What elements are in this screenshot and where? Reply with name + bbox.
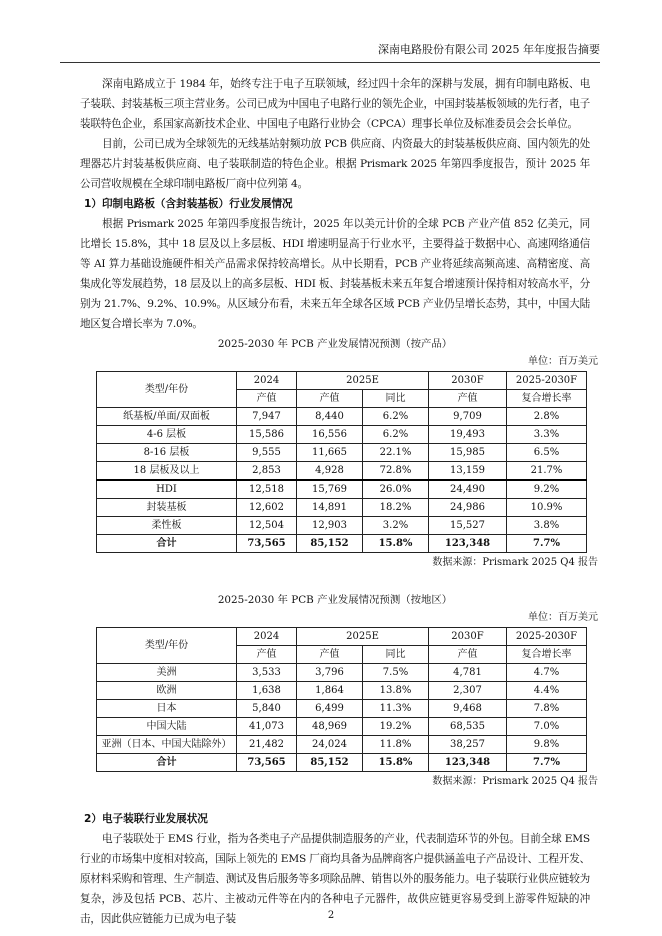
cell: 26.0% <box>363 480 429 499</box>
cell: 7.0% <box>507 718 587 736</box>
row-label: HDI <box>97 480 237 499</box>
cell: 15.8% <box>363 754 429 772</box>
cell: 9,555 <box>237 444 297 462</box>
page-content <box>80 74 598 929</box>
cell: 7.8% <box>507 700 587 718</box>
cell: 24,490 <box>429 480 507 499</box>
row-label: 合计 <box>97 535 237 553</box>
cell: 18.2% <box>363 499 429 517</box>
table1-header-row <box>97 372 587 390</box>
section1-paragraph: 根据 Prismark 2025 年第四季度报告统计，2025 年以美元计价的全球 PCB 产业产值 852 亿美元，同比增长 15.8%，其中 18 层及以上多层板、HDI 增速明显高于行业水平，主要得益于数据中心、高速网络通信等 AI 算力基础设施硬件相关产品需求保持较高增长。从中长期看，PCB 产业将延续高频高速、高精密度、高集成化等发展趋势，18 层及以上的高多层板、HDI 板、封装基板未来五年复合增速预计保持相对较高水平，分别为 21.7%、9.2%、10.9%。从区域分布看，未来五年全球各区域 PCB 产业仍呈增长态势，其中，中国大陆地区复合增长率为 7.0%。 <box>80 218 590 330</box>
cell: 3,796 <box>297 664 363 682</box>
cell: 9,709 <box>429 408 507 426</box>
section1-title: 1）印制电路板（含封装基板）行业发展情况 <box>84 198 293 210</box>
cell: 123,348 <box>429 754 507 772</box>
cell: 4.7% <box>507 664 587 682</box>
cell: 13,159 <box>429 462 507 481</box>
cell: 123,348 <box>429 535 507 553</box>
table2-year-range: 2025-2030F <box>507 628 587 646</box>
cell: 2.8% <box>507 408 587 426</box>
cell: 7.5% <box>363 664 429 682</box>
cell: 85,152 <box>297 535 363 553</box>
cell: 4.4% <box>507 682 587 700</box>
table-row <box>97 408 587 426</box>
cell: 19,493 <box>429 426 507 444</box>
table1-unit: 单位：百万美元 <box>528 356 598 367</box>
table2-subheader: 复合增长率 <box>507 646 587 664</box>
cell: 3.3% <box>507 426 587 444</box>
table1-subheader: 产值 <box>237 390 297 408</box>
row-label: 8-16 层板 <box>97 444 237 462</box>
cell: 3,533 <box>237 664 297 682</box>
table1-subheader: 产值 <box>429 390 507 408</box>
table1-year-2030: 2030F <box>429 372 507 390</box>
row-label: 美洲 <box>97 664 237 682</box>
table-row <box>97 700 587 718</box>
row-label: 18 层板及以上 <box>97 462 237 481</box>
cell: 15,586 <box>237 426 297 444</box>
cell: 48,969 <box>297 718 363 736</box>
cell: 13.8% <box>363 682 429 700</box>
cell: 10.9% <box>507 499 587 517</box>
table2-caption: 2025-2030 年 PCB 产业发展情况预测（按地区） <box>217 594 453 606</box>
row-label: 纸基板/单面/双面板 <box>97 408 237 426</box>
cell: 24,986 <box>429 499 507 517</box>
row-label: 合计 <box>97 754 237 772</box>
intro-paragraph-1: 深南电路成立于 1984 年，始终专注于电子互联领域，经过四十余年的深耕与发展，拥有印制电路板、电子装联、封装基板三项主营业务。公司已成为中国电子电路行业的领先企业，中国封装基板领域的先行者，电子装联特色企业，系国家高新技术企业、中国电子电路行业协会（CPCA）理事长单位及标准委员会会长单位。 <box>80 78 590 130</box>
cell: 21.7% <box>507 462 587 481</box>
cell: 15,527 <box>429 517 507 535</box>
cell: 15,985 <box>429 444 507 462</box>
section2-title: 2）电子装联行业发展状况 <box>84 813 208 825</box>
cell: 2,853 <box>237 462 297 481</box>
table1-caption: 2025-2030 年 PCB 产业发展情况预测（按产品） <box>217 338 453 350</box>
cell: 68,535 <box>429 718 507 736</box>
table1-product <box>96 371 587 553</box>
cell: 73,565 <box>237 535 297 553</box>
cell: 12,903 <box>297 517 363 535</box>
table-row <box>97 517 587 535</box>
cell: 6.2% <box>363 408 429 426</box>
cell: 9.2% <box>507 480 587 499</box>
cell: 5,840 <box>237 700 297 718</box>
table2-subheader: 产值 <box>297 646 363 664</box>
cell: 6,499 <box>297 700 363 718</box>
cell: 41,073 <box>237 718 297 736</box>
cell: 15.8% <box>363 535 429 553</box>
cell: 12,518 <box>237 480 297 499</box>
header-title: 深南电路股份有限公司 2025 年年度报告摘要 <box>378 43 600 56</box>
table2-header-row <box>97 628 587 646</box>
row-label: 欧洲 <box>97 682 237 700</box>
intro-paragraph-2: 目前，公司已成为全球领先的无线基站射频功放 PCB 供应商、内资最大的封装基板供应商、国内领先的处理器芯片封装基板供应商、电子装联制造的特色企业。根据 Prismark 2025 年第四季度报告，预计 2025 年公司营收规模在全球印制电路板厂商中位列第 4。 <box>80 138 590 190</box>
row-label: 中国大陆 <box>97 718 237 736</box>
table2-unit: 单位：百万美元 <box>528 612 598 623</box>
cell: 15,769 <box>297 480 363 499</box>
cell: 7.7% <box>507 535 587 553</box>
table1-total-row <box>97 535 587 553</box>
cell: 8,440 <box>297 408 363 426</box>
table2-subheader: 同比 <box>363 646 429 664</box>
table2-region <box>96 627 587 772</box>
table2-year-2030: 2030F <box>429 628 507 646</box>
cell: 7.7% <box>507 754 587 772</box>
page-number: 2 <box>327 910 335 921</box>
cell: 12,602 <box>237 499 297 517</box>
cell: 1,864 <box>297 682 363 700</box>
cell: 11.3% <box>363 700 429 718</box>
table2-category-header: 类型/年份 <box>97 628 237 664</box>
table-row <box>97 444 587 462</box>
cell: 19.2% <box>363 718 429 736</box>
table2-total-row <box>97 754 587 772</box>
table1-subheader: 产值 <box>297 390 363 408</box>
cell: 12,504 <box>237 517 297 535</box>
row-label: 4-6 层板 <box>97 426 237 444</box>
table1-year-2024: 2024 <box>237 372 297 390</box>
table1-subheader: 复合增长率 <box>507 390 587 408</box>
cell: 3.8% <box>507 517 587 535</box>
cell: 24,024 <box>297 736 363 754</box>
table2-source: 数据来源：Prismark 2025 Q4 报告 <box>432 776 598 787</box>
cell: 11.8% <box>363 736 429 754</box>
table-row <box>97 426 587 444</box>
table2-year-2024: 2024 <box>237 628 297 646</box>
table1-year-range: 2025-2030F <box>507 372 587 390</box>
table-row <box>97 718 587 736</box>
cell: 9,468 <box>429 700 507 718</box>
table-row <box>97 480 587 499</box>
cell: 85,152 <box>297 754 363 772</box>
row-label: 亚洲（日本、中国大陆除外） <box>97 736 237 754</box>
cell: 14,891 <box>297 499 363 517</box>
cell: 38,257 <box>429 736 507 754</box>
section2-paragraph: 电子装联处于 EMS 行业，指为各类电子产品提供制造服务的产业，代表制造环节的外包。目前全球 EMS 行业的市场集中度相对较高，国际上领先的 EMS 厂商均具备为品牌商客户提供涵盖电子产品设计、工程开发、原材料采购和管理、生产制造、测试及售后服务等多项除品牌、销售以外的服务能力。电子装联行业供应链较为复杂，涉及包括 PCB、芯片、主被动元件等在内的各种电子元器件，故供应链更容易受到上游零件短缺的冲击，因此供应链能力已成为电子装 <box>80 833 590 925</box>
row-label: 封装基板 <box>97 499 237 517</box>
row-label: 日本 <box>97 700 237 718</box>
cell: 73,565 <box>237 754 297 772</box>
cell: 4,928 <box>297 462 363 481</box>
cell: 16,556 <box>297 426 363 444</box>
cell: 4,781 <box>429 664 507 682</box>
cell: 6.2% <box>363 426 429 444</box>
cell: 11,665 <box>297 444 363 462</box>
cell: 21,482 <box>237 736 297 754</box>
cell: 3.2% <box>363 517 429 535</box>
cell: 7,947 <box>237 408 297 426</box>
cell: 72.8% <box>363 462 429 481</box>
cell: 9.8% <box>507 736 587 754</box>
table1-category-header: 类型/年份 <box>97 372 237 408</box>
cell: 2,307 <box>429 682 507 700</box>
cell: 1,638 <box>237 682 297 700</box>
table2-subheader: 产值 <box>429 646 507 664</box>
table-row <box>97 462 587 481</box>
table1-year-2025: 2025E <box>297 372 429 390</box>
table-row <box>97 499 587 517</box>
table2-subheader: 产值 <box>237 646 297 664</box>
table-row <box>97 682 587 700</box>
page-header <box>60 42 600 63</box>
table1-subheader: 同比 <box>363 390 429 408</box>
cell: 22.1% <box>363 444 429 462</box>
table2-year-2025: 2025E <box>297 628 429 646</box>
table1-source: 数据来源：Prismark 2025 Q4 报告 <box>432 557 598 568</box>
table-row <box>97 664 587 682</box>
cell: 6.5% <box>507 444 587 462</box>
table-row <box>97 736 587 754</box>
row-label: 柔性板 <box>97 517 237 535</box>
